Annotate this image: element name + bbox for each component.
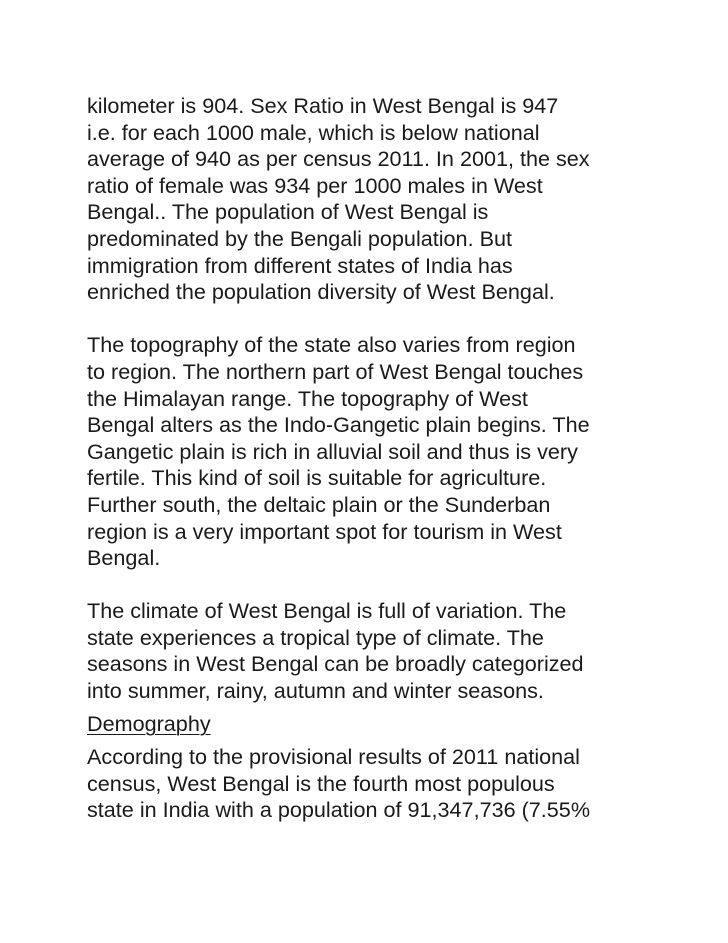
text-line: According to the provisional results of 2011 national: [87, 744, 580, 770]
text-line: Bengal.. The population of West Bengal is: [87, 199, 489, 225]
text-line: kilometer is 904. Sex Ratio in West Bengal is 947: [87, 93, 559, 118]
text-line: Bengal alters as the Indo-Gangetic plain begins. The: [87, 412, 590, 438]
paragraph-spacer: [87, 572, 647, 599]
text-line: the Himalayan range. The topography of West: [87, 385, 528, 411]
text-line: seasons in West Bengal can be broadly categorized: [87, 651, 584, 677]
text-line: into summer, rainy, autumn and winter seasons.: [87, 678, 544, 704]
paragraph-climate: [87, 598, 647, 704]
paragraph-topography: [87, 332, 647, 571]
text-line: Gangetic plain is rich in alluvial soil and thus is very: [87, 438, 578, 464]
paragraph-demography: [87, 744, 647, 824]
text-line: The topography of the state also varies from region: [87, 332, 576, 358]
text-line: predominated by the Bengali population. But: [87, 225, 512, 251]
document-page: [87, 93, 647, 824]
text-line: region is a very important spot for tourism in West: [87, 518, 562, 544]
paragraph-sex-ratio: [87, 93, 647, 306]
text-line: Further south, the deltaic plain or the Sunderban: [87, 491, 551, 517]
text-line: to region. The northern part of West Bengal touches: [87, 358, 584, 384]
text-line: state experiences a tropical type of climate. The: [87, 624, 544, 650]
text-line: average of 940 as per census 2011. In 2001, the sex: [87, 146, 590, 172]
text-line: ratio of female was 934 per 1000 males in West: [87, 172, 543, 198]
text-line: i.e. for each 1000 male, which is below national: [87, 119, 540, 145]
text-line: immigration from different states of India has: [87, 252, 513, 278]
text-line: state in India with a population of 91,347,736 (7.55%: [87, 797, 591, 823]
text-line: enriched the population diversity of West Bengal.: [87, 279, 555, 305]
text-line: The climate of West Bengal is full of variation. The: [87, 598, 567, 624]
text-line: census, West Bengal is the fourth most populous: [87, 770, 555, 796]
text-line: Bengal.: [87, 545, 161, 571]
section-heading-demography: Demography: [87, 710, 211, 736]
text-line: fertile. This kind of soil is suitable for agriculture.: [87, 465, 547, 491]
paragraph-spacer: [87, 306, 647, 333]
